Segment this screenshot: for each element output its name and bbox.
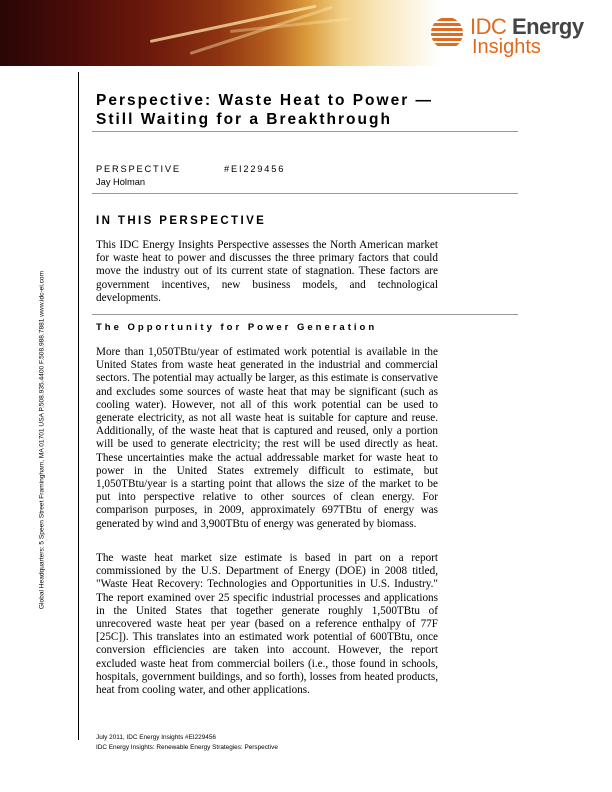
title-line-2: Still Waiting for a Breakthrough [96,111,392,128]
title-divider [92,131,518,132]
title-line-1: Perspective: Waste Heat to Power — [96,92,434,109]
body-paragraph-1: More than 1,050TBtu/year of estimated work potential is available in the United States from waste heat generated in the industrial and commercial sectors. The potential may actually be larger, as this estimate is conservative and excludes some sources of waste heat that may be significant (such as cooling water). However, not all of this work potential can be used to generate electricity, as not all waste heat is suitable for capture and reuse. Additionally, of the waste heat that is captured and reused, only a portion will be used to generate electricity; the rest will be used directly as heat. These uncertainties make the actual addressable market for waste heat to power in the United States extremely difficult to estimate, but 1,050TBtu/year is a starting point that allows the size of the market to be put into perspective relative to other sources of clean energy. For comparison purposes, in 2009, approximately 697TBtu of energy was generated by wind and 3,900TBtu of energy was generated by biomass. [96,346,438,530]
logo-energy-text: Energy [512,14,584,39]
logo-idc-text: IDC [470,14,507,39]
page-footer [96,733,278,753]
logo-insights-text: Insights [472,36,541,58]
page-title [96,91,526,129]
intro-paragraph: This IDC Energy Insights Perspective assesses the North American market for waste heat to power and discusses the three primary factors that could move the industry out of its current state of stagnation. These factors are government incentives, new business models, and technological developments. [96,239,438,304]
idc-energy-insights-logo [430,14,602,60]
header-banner [0,0,612,66]
headquarters-address-text: Global Headquarters: 5 Speen Street Framingham, MA 01701 USA P.508.935.4400 F.508.988.7881 www.idc-ei.com [38,270,46,610]
section-heading-in-this-perspective: IN THIS PERSPECTIVE [96,215,267,227]
section-divider [92,314,518,315]
footer-line-2: IDC Energy Insights: Renewable Energy Strategies: Perspective [96,744,278,751]
section-heading-opportunity: The Opportunity for Power Generation [96,322,378,333]
banner-light-streak [190,6,334,55]
doc-number: #EI229456 [224,164,286,174]
footer-line-1: July 2011, IDC Energy Insights #EI229456 [96,734,216,741]
meta-divider [92,193,518,194]
author-name: Jay Holman [96,177,146,187]
document-meta [96,163,286,189]
body-paragraph-2: The waste heat market size estimate is based in part on a report commissioned by the U.S. Department of Energy (DOE) in 2008 titled, "Waste Heat Recovery: Technologies and Opportunities in U.S. Industry." The report examined over 25 specific industrial processes and applications in the United States that together generate roughly 1,500TBtu of unrecovered waste heat per year (based on a reference enthalpy of 77F [25C]). This translates into an estimated work potential of 600TBtu, once conversion efficiencies are taken into account. However, the report excluded waste heat from commercial boilers (i.e., those found in schools, hospitals, government buildings, and so forth), losses from heated products, heat from cooling water, and other applications. [96,552,438,697]
sun-logo-icon [430,16,464,50]
left-rule-divider [78,72,79,740]
doc-type-label: PERSPECTIVE [96,164,181,174]
